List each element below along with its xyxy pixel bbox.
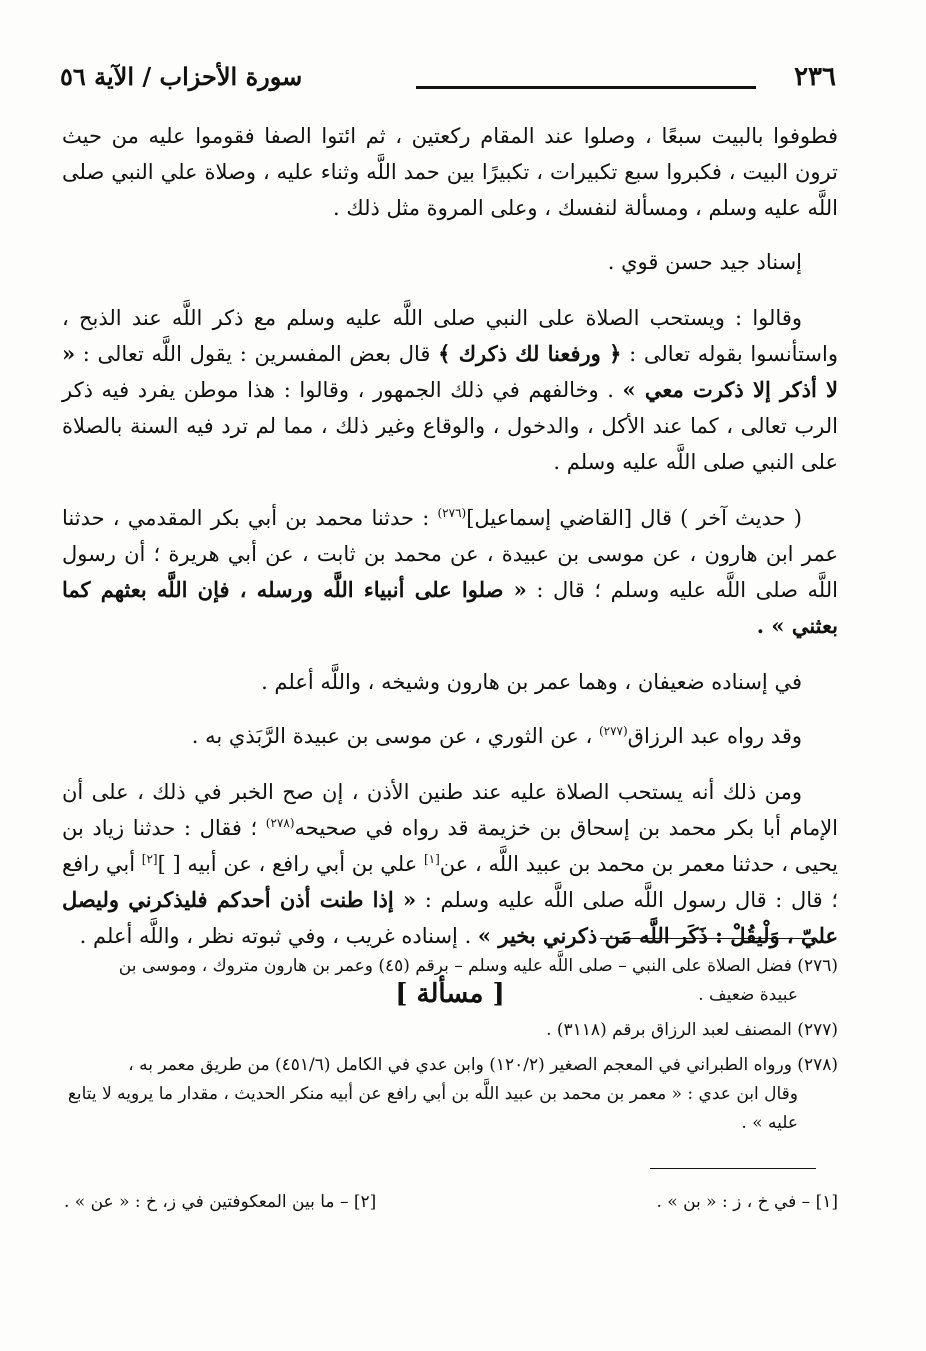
running-title: سورة الأحزاب / الآية ٥٦: [60, 62, 303, 91]
page-number: ٢٣٦: [794, 62, 836, 92]
paragraph-7-text-a: ومن ذلك أنه يستحب الصلاة عليه عند طنين الأذن ، إن صح الخبر في ذلك ، على أن الإمام أبا بكر محمد بن إسحاق بن خزيمة قد رواه في صحيحه: [62, 780, 839, 840]
footnote-rule: [600, 938, 816, 939]
footnote-278: [64, 1051, 838, 1138]
footnotes: [64, 952, 838, 1144]
variant-note-2: [٢] – ما بين المعكوفتين في ز، خ : « عن » .: [64, 1192, 377, 1212]
paragraph-4: [62, 500, 838, 644]
footnote-277: (٢٧٧) المصنف لعبد الرزاق برقم (٣١١٨) .: [546, 1020, 838, 1040]
footnote-ref-277[interactable]: (٢٧٧): [598, 724, 628, 738]
variant-rule: [650, 1168, 816, 1169]
footnote-276: [64, 952, 838, 1010]
variant-ref-2[interactable]: [٢]: [141, 852, 158, 866]
footnote-276-line-2: عبيدة ضعيف .: [698, 985, 798, 1005]
paragraph-3: [62, 300, 838, 480]
paragraph-3-text-c: قال بعض المفسرين : يقول اللَّه تعالى :: [75, 342, 439, 366]
footnote-278-line-1: (٢٧٨) ورواه الطبراني في المعجم الصغير (١٢٠/٢) وابن عدي في الكامل (٤٥١/٦) من طريق معمر به ،: [128, 1055, 838, 1075]
footnote-ref-278[interactable]: (٢٧٨): [265, 816, 295, 830]
paragraph-7-text-b: ؛ فقال : حدثنا زياد بن يحيى ، حدثنا معمر بن محمد بن عبيد اللَّه ، عن: [62, 816, 838, 876]
hadith-quote-1: « لا أذكر إلا ذكرت معي »: [62, 341, 838, 402]
paragraph-7-text-d: أبي رافع ؛ قال : قال رسول اللَّه صلى اللَّه عليه وسلم :: [62, 852, 838, 912]
quran-quote: ﴿ ورفعنا لك ذكرك ﴾: [438, 341, 622, 366]
paragraph-4-text-a: ( حديث آخر ) قال [القاضي إسماعيل]: [466, 506, 802, 530]
paragraph-7: [62, 774, 838, 954]
header-rule: [416, 86, 756, 89]
section-heading: [ مسألة ]: [395, 979, 505, 1009]
variant-ref-1[interactable]: [١]: [423, 852, 440, 866]
paragraph-2: إسناد جيد حسن قوي .: [607, 250, 802, 274]
footnote-278-line-2: وقال ابن عدي : « معمر بن محمد بن عبيد اللَّه بن أبي رافع عن أبيه منكر الحديث ، مقدار ما يرويه لا يتابع: [67, 1084, 798, 1104]
paragraph-1: فطوفوا بالبيت سبعًا ، وصلوا عند المقام ركعتين ، ثم ائتوا الصفا فقوموا عليه من حيث ترون البيت ، فكبروا سبع تكبيرات ، تكبيرًا بين حمد اللَّه وثناء عليه ، وصلاة علي النبي صلى اللَّه عليه وسلم ، ومسألة لنفسك ، وعلى المروة مثل ذلك .: [62, 124, 838, 220]
paragraph-6-text-b: ، عن الثوري ، عن موسى بن عبيدة الرَّبَذي به .: [191, 724, 599, 748]
paragraph-4-text-b: : حدثنا محمد بن أبي بكر المقدمي ، حدثنا عمر ابن هارون ، عن موسى بن عبيدة ، عن محمد بن ثابت ، عن أبي هريرة ؛ أن رسول اللَّه صلى اللَّه عليه وسلم ؛ قال :: [62, 506, 838, 602]
paragraph-5: في إسناده ضعيفان ، وهما عمر بن هارون وشيخه ، واللَّه أعلم .: [261, 670, 802, 694]
variant-note-1: [١] – في خ ، ز : « بن » .: [656, 1192, 838, 1212]
footnote-ref-276[interactable]: (٢٧٦): [437, 506, 467, 520]
footnote-278-line-3: عليه » .: [741, 1113, 798, 1133]
paragraph-3-text-a: وقالوا : ويستحب الصلاة على النبي صلى اللَّه عليه وسلم مع ذكر اللَّه عند الذبح ، واستأنسوا بقوله تعالى :: [62, 306, 838, 366]
hadith-quote-2: « صلوا على أنبياء اللَّه ورسله ، فإن اللَّه بعثهم كما بعثني » .: [62, 577, 838, 638]
hadith-quote-3: « إذا طنت أذن أحدكم فليذكرني وليصل عليّ ، وَلْيقُلْ : ذَكَر اللَّه مَن ذكرني بخير »: [62, 887, 838, 948]
paragraph-6: [62, 718, 838, 754]
main-text: [62, 118, 838, 1012]
footnote-276-line-1: (٢٧٦) فضل الصلاة على النبي – صلى اللَّه عليه وسلم – برقم (٤٥) وعمر بن هارون متروك ، وموسى بن: [118, 956, 838, 976]
paragraph-7-text-f: . إسناده غريب ، وفي ثبوته نظر ، واللَّه أعلم .: [79, 924, 478, 948]
page-header: [60, 62, 836, 102]
paragraph-7-text-c: علي بن أبي رافع ، عن أبيه [ ]: [157, 852, 424, 876]
paragraph-3-text-e: . وخالفهم في ذلك الجمهور ، وقالوا : هذا موطن يفرد فيه ذكر الرب تعالى ، كما عند الأكل ، والدخول ، والوقاع وغير ذلك ، مما لم ترد فيه السنة بالصلاة على النبي صلى اللَّه عليه وسلم .: [62, 378, 838, 474]
paragraph-6-text-a: وقد رواه عبد الرزاق: [627, 724, 802, 748]
